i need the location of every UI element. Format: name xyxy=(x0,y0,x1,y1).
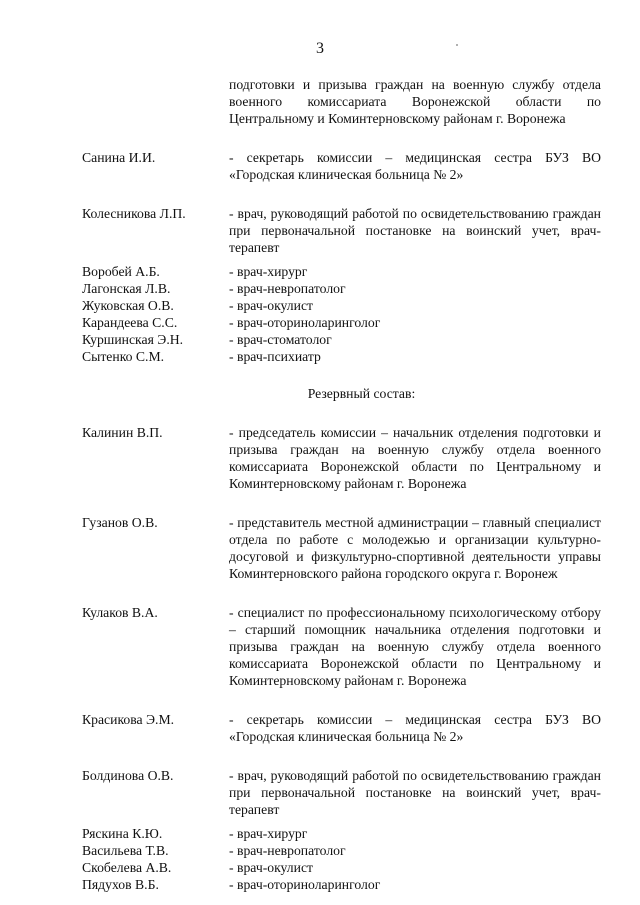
member-row xyxy=(82,205,601,256)
member-name: Васильева Т.В. xyxy=(82,843,169,858)
member-row xyxy=(82,424,601,492)
member-row xyxy=(82,876,601,893)
member-name: Калинин В.П. xyxy=(82,425,163,440)
member-name: Пядухов В.Б. xyxy=(82,877,159,892)
member-role: - секретарь комиссии – медицинская сестра БУЗ ВО «Городская клиническая больница № 2» xyxy=(229,150,601,182)
member-role: - врач-психиатр xyxy=(229,349,321,364)
member-row xyxy=(82,314,601,331)
member-row xyxy=(82,604,601,689)
member-role: - врач-хирург xyxy=(229,826,308,841)
member-row xyxy=(82,825,601,842)
member-row xyxy=(82,297,601,314)
member-row xyxy=(82,149,601,183)
member-role: - врач-невропатолог xyxy=(229,843,346,858)
member-name: Санина И.И. xyxy=(82,150,156,165)
member-row xyxy=(82,711,601,745)
continuation-row xyxy=(82,76,601,127)
section-title: Резервный состав: xyxy=(307,386,416,401)
member-name: Жуковская О.В. xyxy=(82,298,174,313)
member-role: - врач-оториноларинголог xyxy=(229,877,381,892)
member-name: Гузанов О.В. xyxy=(82,515,158,530)
member-name: Болдинова О.В. xyxy=(82,768,174,783)
member-role: - специалист по профессиональному психологическому отбору – старший помощник начальника отделения подготовки и призыва граждан на военную службу отдела военного комиссариата Воронежской области по Центральному и Коминтерновскому районам г. Воронежа xyxy=(229,605,601,688)
member-name: Лагонская Л.В. xyxy=(82,281,171,296)
member-role: - председатель комиссии – начальник отделения подготовки и призыва граждан на военную службу отдела военного комиссариата Воронежской области по Центральному и Коминтерновскому районам г. Воронежа xyxy=(229,425,601,491)
member-role: - врач-хирург xyxy=(229,264,308,279)
member-row xyxy=(82,331,601,348)
member-name: Воробей А.Б. xyxy=(82,264,160,279)
member-name: Скобелева А.В. xyxy=(82,860,172,875)
member-role: - врач, руководящий работой по освидетельствованию граждан при первоначальной постановке на воинский учет, врач-терапевт xyxy=(229,768,601,817)
member-role: - врач-невропатолог xyxy=(229,281,346,296)
member-row xyxy=(82,842,601,859)
member-role: - секретарь комиссии – медицинская сестра БУЗ ВО «Городская клиническая больница № 2» xyxy=(229,712,601,744)
member-name: Колесникова Л.П. xyxy=(82,206,186,221)
member-row xyxy=(82,767,601,818)
member-role: - врач-окулист xyxy=(229,298,314,313)
member-role: - врач-окулист xyxy=(229,860,314,875)
member-role: - врач-оториноларинголог xyxy=(229,315,381,330)
scan-speck xyxy=(456,44,458,46)
member-row xyxy=(82,514,601,582)
member-role: - представитель местной администрации – главный специалист отдела по работе с молодежью и организации культурно-досуговой и физкультурно-спортивной деятельности управы Коминтерновского района городского округа г. Воронеж xyxy=(229,515,601,581)
page-number: 3 xyxy=(316,40,324,57)
member-role: - врач-стоматолог xyxy=(229,332,332,347)
document-body xyxy=(82,76,601,893)
member-name: Куршинская Э.Н. xyxy=(82,332,184,347)
member-name: Кулаков В.А. xyxy=(82,605,158,620)
member-name: Красикова Э.М. xyxy=(82,712,175,727)
continuation-text: подготовки и призыва граждан на военную службу отдела военного комиссариата Воронежской области по Центральному и Коминтерновскому районам г. Воронежа xyxy=(229,77,601,126)
member-row xyxy=(82,348,601,365)
member-row xyxy=(82,280,601,297)
member-name: Карандеева С.С. xyxy=(82,315,178,330)
member-name: Ряскина К.Ю. xyxy=(82,826,163,841)
member-name: Сытенко С.М. xyxy=(82,349,165,364)
member-row xyxy=(82,859,601,876)
member-row xyxy=(82,263,601,280)
member-role: - врач, руководящий работой по освидетельствованию граждан при первоначальной постановке на воинский учет, врач-терапевт xyxy=(229,206,601,255)
